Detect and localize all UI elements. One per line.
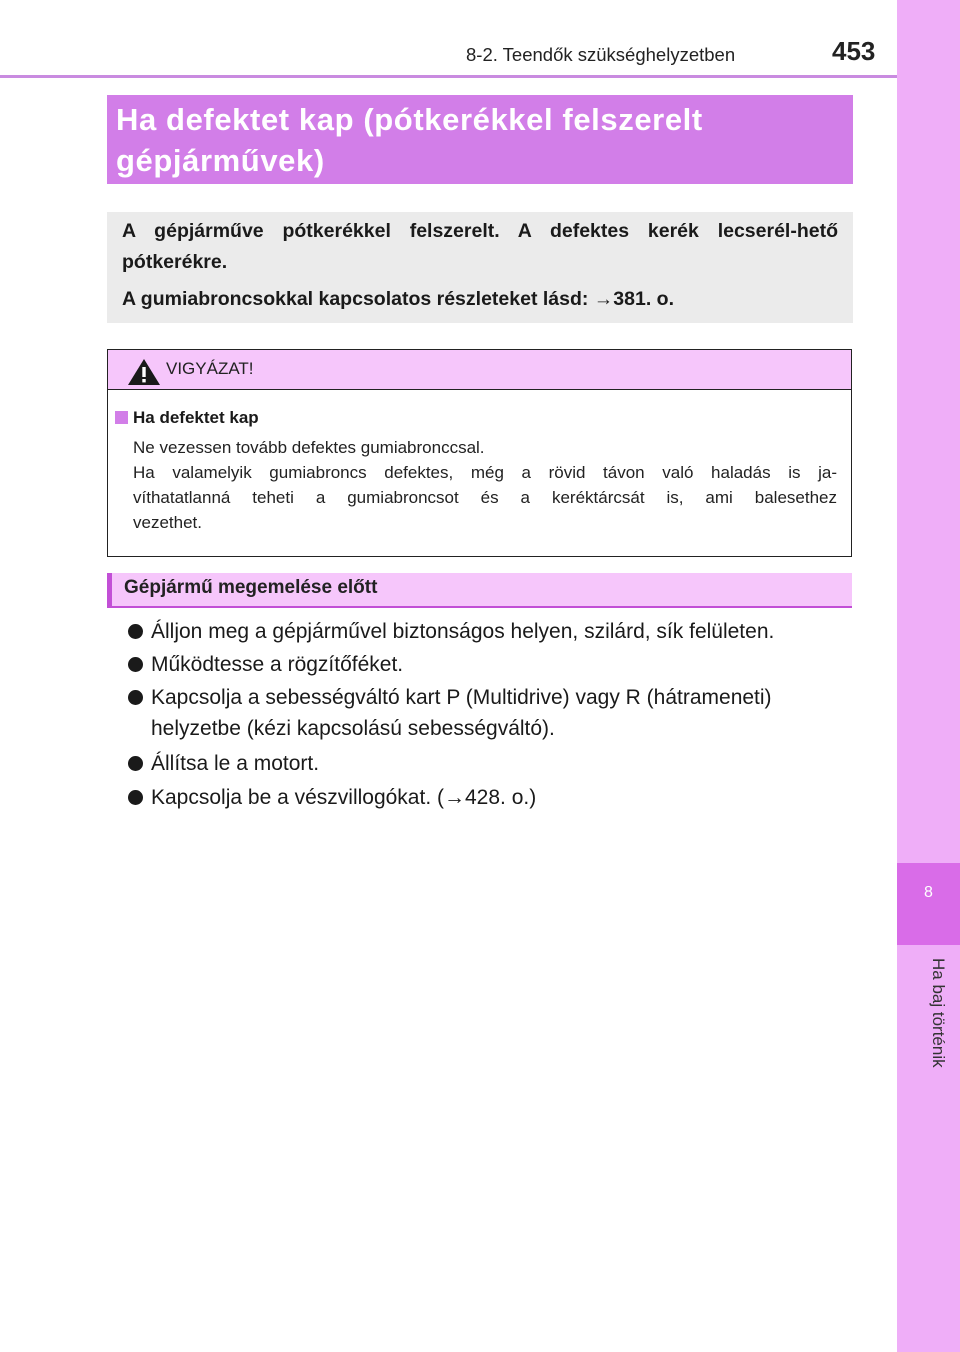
chapter-tab[interactable] — [897, 863, 960, 945]
caution-line: víthatatlanná teheti a gumiabroncsot és a keréktárcsát is, ami balesethez — [133, 488, 837, 507]
square-bullet-icon — [115, 411, 128, 424]
intro-paragraph: A gépjárműve pótkerékkel felszerelt. A defektes kerék lecserél-hető pótkerékre. — [122, 220, 838, 273]
intro-reference: A gumiabroncsokkal kapcsolatos részleteket lásd: →381. o. — [122, 288, 674, 310]
list-item: Működtesse a rögzítőféket. — [151, 653, 404, 676]
bullet-dot-icon — [128, 690, 143, 705]
bullet-dot-icon — [128, 790, 143, 805]
caution-line: vezethet. — [133, 513, 202, 532]
caution-label: VIGYÁZAT! — [166, 359, 254, 378]
running-head: 8-2. Teendők szükséghelyzetben — [466, 44, 736, 65]
list-item: Kapcsolja be a vészvillogókat. (→428. o.) — [151, 786, 537, 809]
page-title-line1: Ha defektet kap (pótkerékkel felszerelt — [116, 102, 703, 137]
caution-line: Ha valamelyik gumiabroncs defektes, még a rövid távon való haladás is ja- — [133, 463, 837, 482]
list-item: Állítsa le a motort. — [151, 752, 320, 775]
section-header-accent — [107, 573, 112, 608]
list-item: Álljon meg a gépjárművel biztonságos helyen, szilárd, sík felületen. — [151, 620, 775, 643]
list-item-continuation: helyzetbe (kézi kapcsolású sebességváltó). — [151, 717, 555, 740]
list-item: Kapcsolja a sebességváltó kart P (Multidrive) vagy R (hátrameneti) — [151, 686, 772, 709]
bullet-dot-icon — [128, 624, 143, 639]
chapter-number: 8 — [924, 884, 933, 901]
header-divider — [0, 75, 897, 78]
page-title — [116, 99, 836, 181]
page-number: 453 — [832, 36, 876, 66]
bullet-dot-icon — [128, 756, 143, 771]
caution-body — [133, 435, 837, 535]
section-header-underline — [107, 606, 852, 608]
chapter-label: Ha baj történik — [929, 958, 948, 1068]
caution-heading: Ha defektet kap — [133, 408, 259, 427]
section-title: Gépjármű megemelése előtt — [124, 577, 378, 598]
caution-line: Ne vezessen tovább defektes gumiabronccsal. — [133, 438, 485, 457]
bullet-dot-icon — [128, 657, 143, 672]
chapter-side-strip — [897, 0, 960, 1352]
page-title-line2: gépjárművek) — [116, 143, 325, 178]
warning-triangle-icon — [127, 358, 161, 386]
